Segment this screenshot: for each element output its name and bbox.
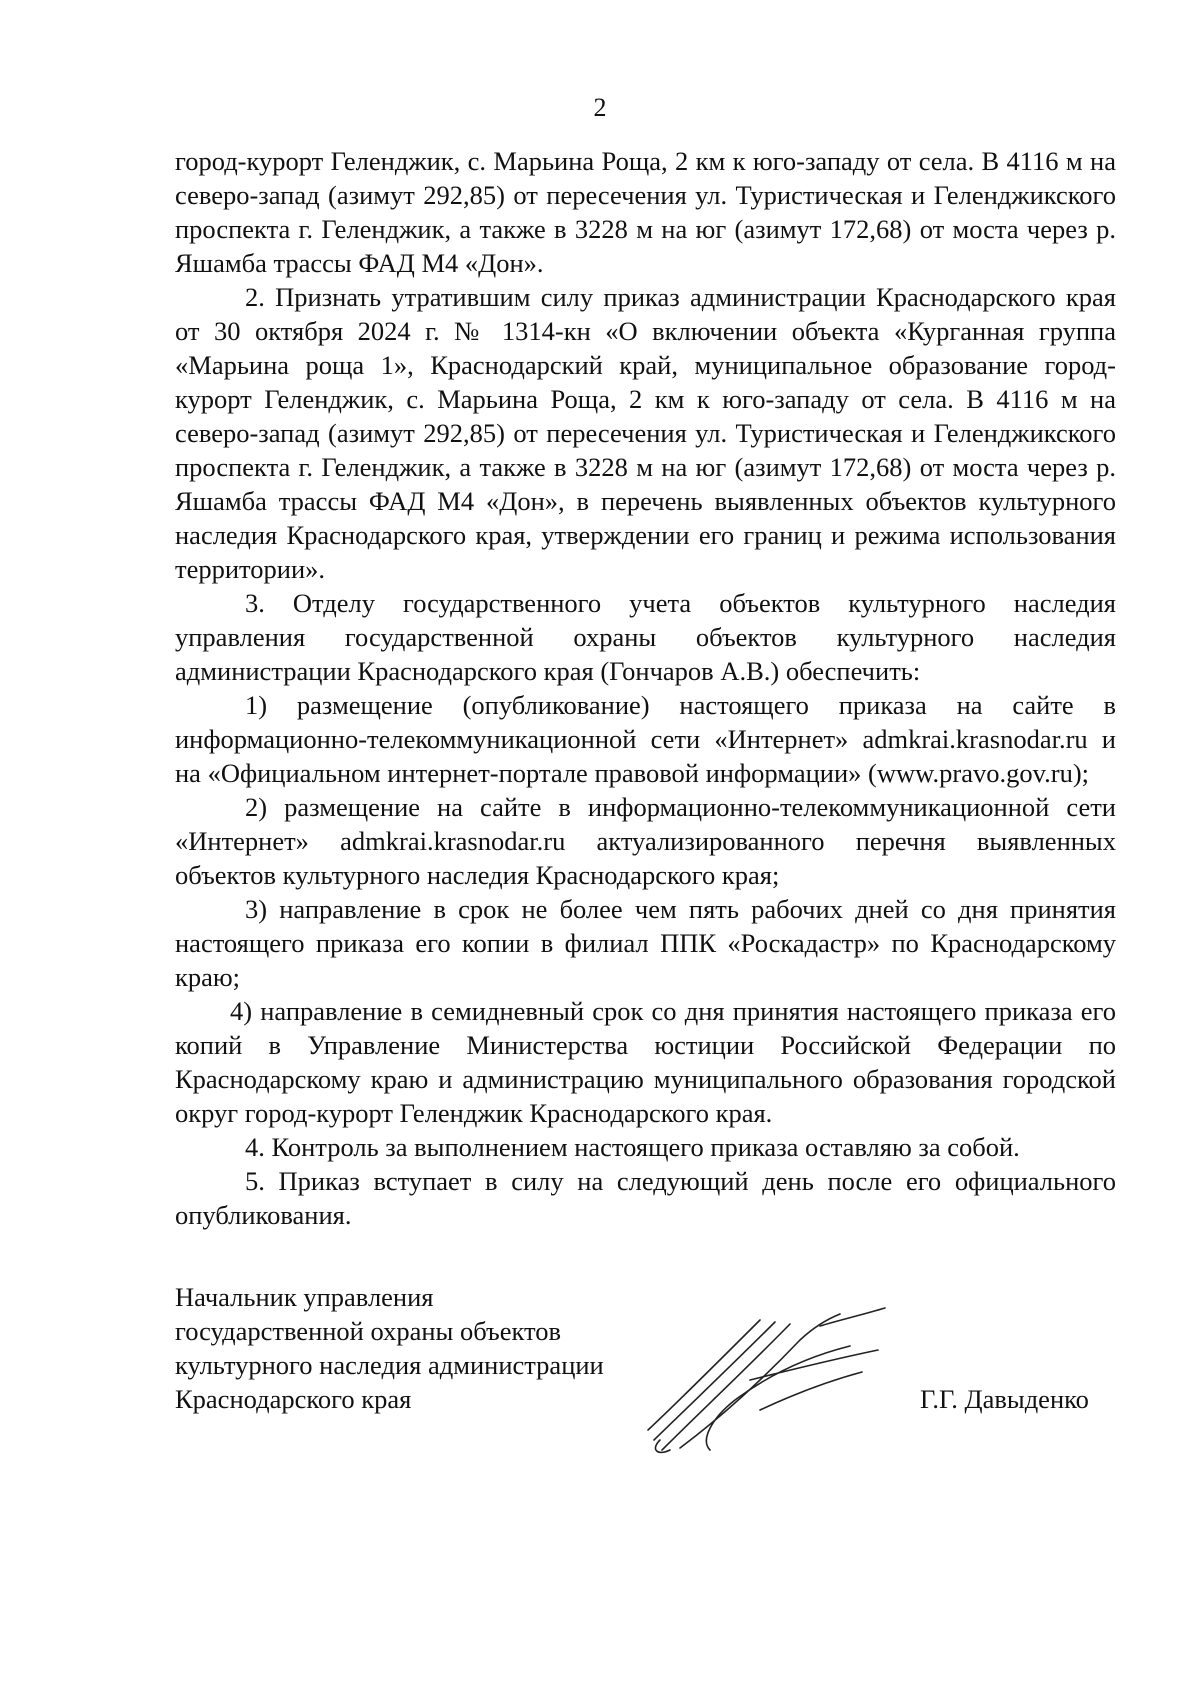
- document-body: [175, 144, 1116, 1232]
- signatory-position: [175, 1280, 675, 1416]
- signatory-position-line: Краснодарского края: [175, 1384, 412, 1414]
- paragraph-item-2: 2. Признать утратившим силу приказ администрации Краснодарского края от 30 октября 2024 г. № 1314-кн «О включении объекта «Курганная группа «Марьина роща 1», Краснодарский край, муниципальное образование город-курорт Геленджик, с. Марьина Роща, 2 км к юго-западу от села. В 4116 м на северо-запад (азимут 292,85) от пересечения ул. Туристическая и Геленджикского проспекта г. Геленджик, а также в 3228 м на юг (азимут 172,68) от моста через р. Яшамба трассы ФАД М4 «Дон», в перечень выявленных объектов культурного наследия Краснодарского края, утверждении его границ и режима использования территории».: [175, 282, 1116, 584]
- paragraph-item-5: 5. Приказ вступает в силу на следующий день после его официального опубликования.: [175, 1166, 1116, 1230]
- signatory-position-line: культурного наследия администрации: [175, 1350, 604, 1380]
- subparagraph-2: 2) размещение на сайте в информационно-телекоммуникационной сети «Интернет» admkrai.krasnodar.ru актуализированного перечня выявленных объектов культурного наследия Краснодарского края;: [175, 792, 1116, 890]
- subparagraph-1: 1) размещение (опубликование) настоящего приказа на сайте в информационно-телекоммуникационной сети «Интернет» admkrai.krasnodar.ru и на «Официальном интернет-портале правовой информации» (www.pravo.gov.ru);: [175, 690, 1116, 788]
- subparagraph-3: 3) направление в срок не более чем пять рабочих дней со дня принятия настоящего приказа его копии в филиал ППК «Роскадастр» по Краснодарскому краю;: [175, 894, 1116, 992]
- signatory-position-line: Начальник управления: [175, 1282, 434, 1312]
- handwritten-signature: [640, 1300, 890, 1460]
- signatory-name: Г.Г. Давыденко: [920, 1384, 1089, 1414]
- signatory-position-line: государственной охраны объектов: [175, 1316, 562, 1346]
- paragraph-continuation: город-курорт Геленджик, с. Марьина Роща, 2 км к юго-западу от села. В 4116 м на северо-запад (азимут 292,85) от пересечения ул. Туристическая и Геленджикского проспекта г. Геленджик, а также в 3228 м на юг (азимут 172,68) от моста через р. Яшамба трассы ФАД М4 «Дон».: [175, 146, 1116, 278]
- page-number: 2: [593, 93, 607, 122]
- paragraph-item-4: 4. Контроль за выполнением настоящего приказа оставляю за собой.: [245, 1132, 1020, 1162]
- subparagraph-4: 4) направление в семидневный срок со дня принятия настоящего приказа его копий в Управление Министерства юстиции Российской Федерации по Краснодарскому краю и администрацию муниципального образования городской округ город-курорт Геленджик Краснодарского края.: [175, 996, 1116, 1128]
- paragraph-item-3: 3. Отделу государственного учета объектов культурного наследия управления государственной охраны объектов культурного наследия администрации Краснодарского края (Гончаров А.В.) обеспечить:: [175, 588, 1116, 686]
